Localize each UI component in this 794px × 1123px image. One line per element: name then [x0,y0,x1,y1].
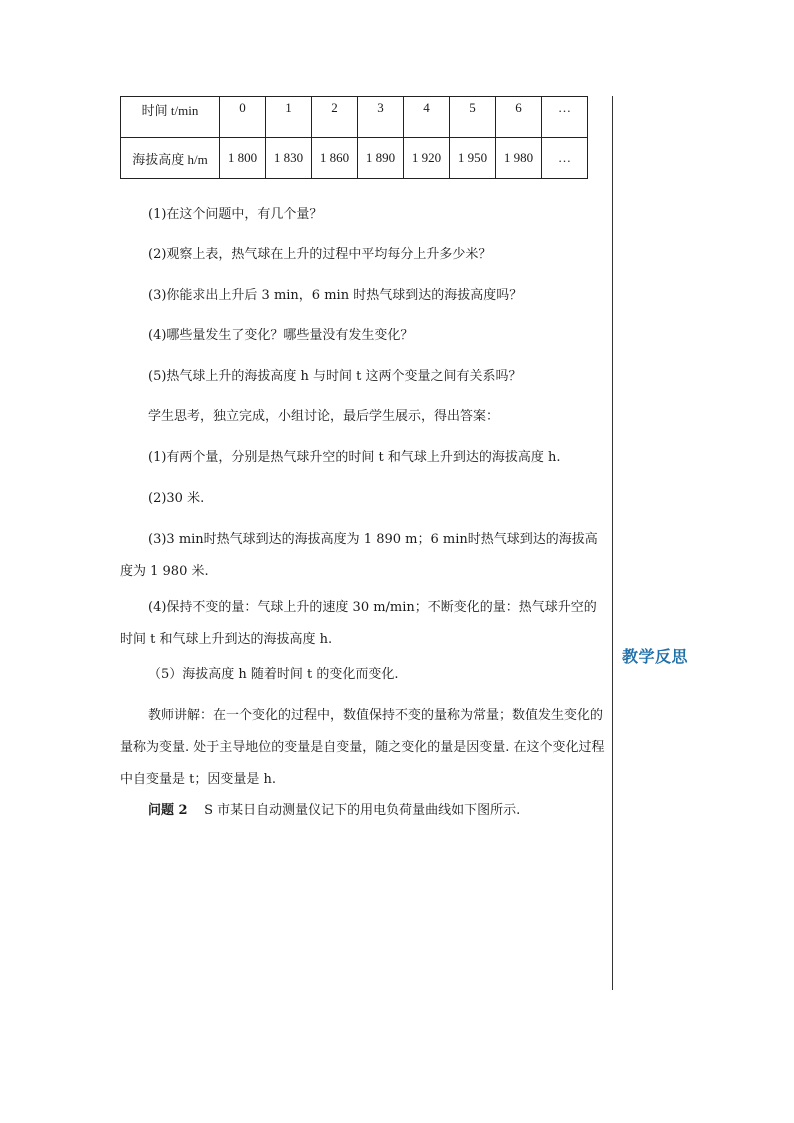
table-cell: 3 [358,97,404,138]
answer-5: （5）海拔高度 h 随着时间 t 的变化而变化. [148,667,399,682]
teacher-explanation: 教师讲解：在一个变化的过程中，数值保持不变的量称为常量；数值发生变化的量称为变量. 处于主导地位的变量是自变量，随之变化的量是因变量. 在这个变化过程中自变量是 t；因变量是 h. [120,708,605,787]
answer-2: (2)30 米. [148,491,205,506]
teaching-reflection-heading: 教学反思 [622,647,689,666]
table-cell: … [542,138,588,179]
table-cell: 6 [496,97,542,138]
table-cell: 5 [450,97,496,138]
table-cell: 4 [404,97,450,138]
table-cell: 1 860 [312,138,358,179]
question-4: (4)哪些量发生了变化？哪些量没有发生变化？ [148,328,414,343]
table-cell: … [542,97,588,138]
table-cell: 1 950 [450,138,496,179]
table-row-altitude [121,138,588,179]
table-cell: 1 [266,97,312,138]
question-5: (5)热气球上升的海拔高度 h 与时间 t 这两个变量之间有关系吗？ [148,369,522,384]
table-cell: 1 980 [496,138,542,179]
table-cell: 0 [220,97,266,138]
table-header-cell: 时间 t/min [121,97,220,138]
altitude-table [120,96,588,179]
question-2: (2)观察上表，热气球在上升的过程中平均每分上升多少米？ [148,247,492,262]
question-1: (1)在这个问题中，有几个量？ [148,207,323,222]
table-header-cell: 海拔高度 h/m [121,138,220,179]
table-cell: 1 830 [266,138,312,179]
answer-4: (4)保持不变的量：气球上升的速度 30 m/min；不断变化的量：热气球升空的时间 t 和气球上升到达的海拔高度 h. [120,600,597,647]
solution-intro: 学生思考，独立完成，小组讨论，最后学生展示，得出答案： [148,409,500,424]
table-cell: 2 [312,97,358,138]
table-cell: 1 890 [358,138,404,179]
problem-2-text: S 市某日自动测量仪记下的用电负荷量曲线如下图所示. [204,803,521,818]
problem-2-label: 问题 2 [148,803,188,818]
table-row-time [121,97,588,138]
margin-divider-line [612,96,613,990]
answer-1: (1)有两个量，分别是热气球升空的时间 t 和气球上升到达的海拔高度 h. [148,450,561,465]
table-cell: 1 920 [404,138,450,179]
question-3: (3)你能求出上升后 3 min，6 min 时热气球到达的海拔高度吗？ [148,288,523,303]
problem-2 [120,798,608,824]
answer-3: (3)3 min时热气球到达的海拔高度为 1 890 m；6 min时热气球到达的海拔高度为 1 980 米. [120,532,598,579]
table-cell: 1 800 [220,138,266,179]
